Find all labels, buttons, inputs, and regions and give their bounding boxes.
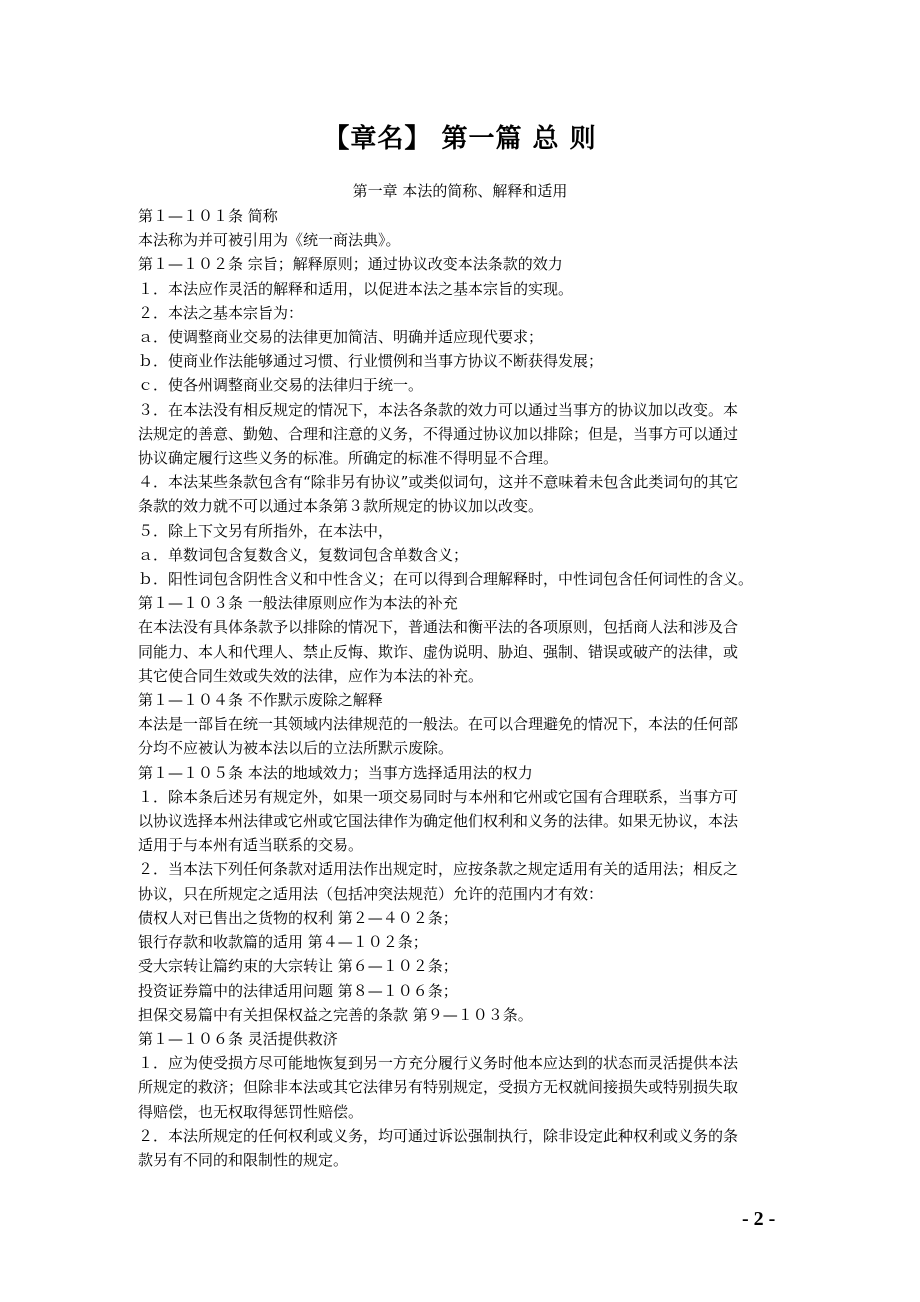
text-line: 款另有不同的和限制性的规定。 [138, 1150, 349, 1169]
chapter-heading: 第一章 本法的简称、解释和适用 [352, 182, 568, 200]
text-line: 以协议选择本州法律或它州或它国法律作为确定他们权利和义务的法律。如果无协议，本法 [138, 812, 739, 831]
text-line: 法规定的善意、勤勉、合理和注意的义务，不得通过协议加以排除；但是，当事方可以通过 [138, 424, 739, 443]
text-line: 债权人对已售出之货物的权利 第２—４０２条； [138, 908, 458, 927]
text-line: 同能力、本人和代理人、禁止反悔、欺诈、虚伪说明、胁迫、强制、错误或破产的法律，或 [138, 642, 739, 661]
text-line: ５．除上下文另有所指外，在本法中， [138, 521, 394, 540]
text-line: 第１—１０４条 不作默示废除之解释 [138, 691, 383, 710]
text-line: 得赔偿，也无权取得惩罚性赔偿。 [138, 1102, 364, 1121]
text-line: １．应为使受损方尽可能地恢复到另一方充分履行义务时他本应达到的状态而灵活提供本法 [138, 1054, 739, 1073]
text-line: ４．本法某些条款包含有“除非另有协议”或类似词句，这并不意味着未包含此类词句的其它 [138, 473, 739, 492]
text-line: 其它使合同生效或失效的法律，应作为本法的补充。 [138, 666, 484, 685]
text-line: ２．本法所规定的任何权利或义务，均可通过诉讼强制执行，除非设定此种权利或义务的条 [138, 1126, 739, 1145]
text-line: 第１—１０５条 本法的地域效力；当事方选择适用法的权力 [138, 763, 533, 782]
text-line: 适用于与本州有适当联系的交易。 [138, 836, 364, 855]
text-line: 投资证券篇中的法律适用问题 第８—１０６条； [138, 981, 458, 1000]
text-line: ２．当本法下列任何条款对适用法作出规定时，应按条款之规定适用有关的适用法；相反之 [138, 860, 739, 879]
text-line: ａ．使调整商业交易的法律更加简洁、明确并适应现代要求； [138, 328, 544, 347]
text-line: 担保交易篇中有关担保权益之完善的条款 第９—１０３条。 [138, 1005, 533, 1024]
text-line: 受大宗转让篇约束的大宗转让 第６—１０２条； [138, 957, 458, 976]
text-line: 在本法没有具体条款予以排除的情况下，普通法和衡平法的各项原则，包括商人法和涉及合 [138, 618, 739, 637]
page-number: - 2 - [742, 1208, 776, 1230]
text-line: １．本法应作灵活的解释和适用，以促进本法之基本宗旨的实现。 [138, 279, 574, 298]
text-line: 所规定的救济；但除非本法或其它法律另有特别规定，受损方无权就间接损失或特别损失取 [138, 1078, 739, 1097]
text-line: ｂ．阳性词包含阴性含义和中性含义；在可以得到合理解释时，中性词包含任何词性的含义。 [138, 570, 754, 589]
text-line: 第１—１０２条 宗旨；解释原则；通过协议改变本法条款的效力 [138, 255, 563, 274]
text-line: 银行存款和收款篇的适用 第４—１０２条； [138, 933, 428, 952]
text-line: ２．本法之基本宗旨为： [138, 303, 304, 322]
text-line: 第１—１０３条 一般法律原则应作为本法的补充 [138, 594, 458, 613]
text-line: １．除本条后述另有规定外，如果一项交易同时与本州和它州或它国有合理联系，当事方可 [138, 787, 739, 806]
text-line: 第１—１０１条 简称 [138, 207, 278, 225]
text-line: 条款的效力就不可以通过本条第３款所规定的协议加以改变。 [138, 497, 544, 516]
text-line: 本法称为并可被引用为《统一商法典》。 [138, 231, 401, 250]
text-line: 分均不应被认为被本法以后的立法所默示废除。 [138, 739, 454, 758]
text-line: 第１—１０６条 灵活提供救济 [138, 1029, 338, 1048]
text-line: 协议，只在所规定之适用法（包括冲突法规范）允许的范围内才有效： [138, 884, 604, 903]
text-line: ｂ．使商业作法能够通过习惯、行业惯例和当事方协议不断获得发展； [138, 352, 604, 371]
text-line: ｃ．使各州调整商业交易的法律归于统一。 [138, 376, 424, 395]
body-text [138, 204, 788, 1172]
text-line: ３．在本法没有相反规定的情况下，本法各条款的效力可以通过当事方的协议加以改变。本 [138, 400, 739, 419]
text-line: 协议确定履行这些义务的标准。所确定的标准不得明显不合理。 [138, 449, 559, 468]
text-line: 本法是一部旨在统一其领域内法律规范的一般法。在可以合理避免的情况下，本法的任何部 [138, 715, 739, 734]
part-title: 【章名】 第一篇 总 则 [323, 124, 597, 154]
text-line: ａ．单数词包含复数含义，复数词包含单数含义； [138, 545, 469, 564]
